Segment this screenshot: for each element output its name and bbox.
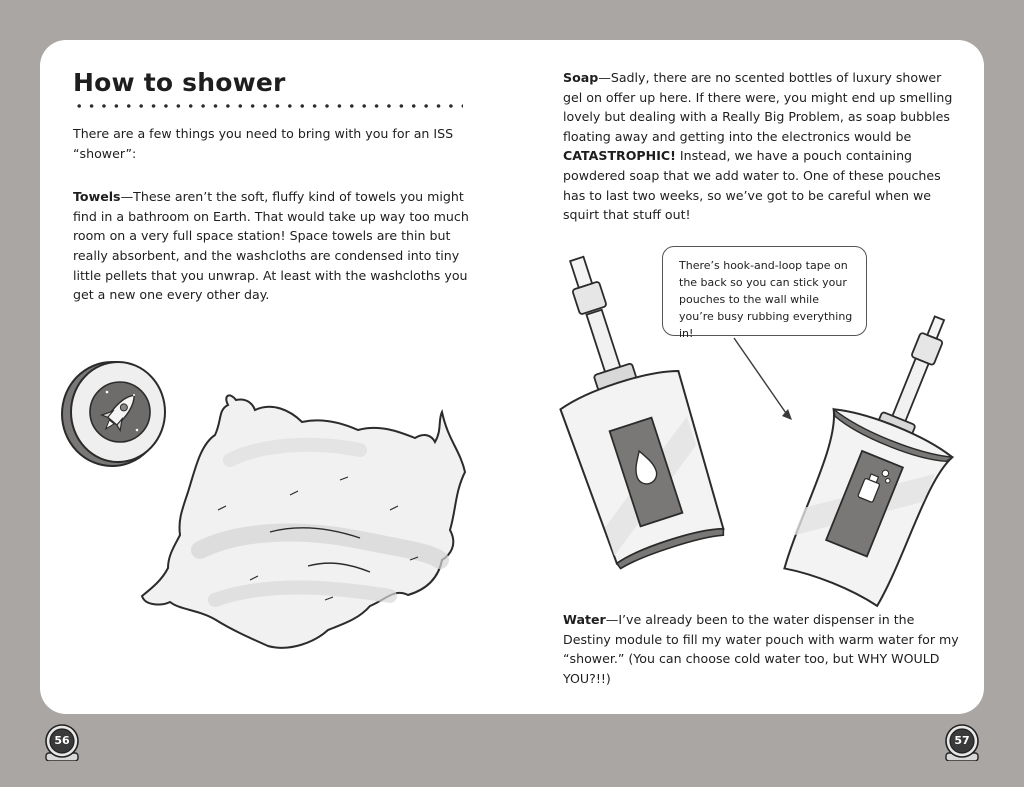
page-number-text: 57 xyxy=(954,734,970,747)
towels-paragraph xyxy=(73,187,473,305)
water-text: —I’ve already been to the water dispenser in the Destiny module to fill my water pouch with warm water for my “shower.” (You can choose cold water too, but WHY WOULD YOU?!!) xyxy=(563,612,959,686)
book-spread xyxy=(40,40,984,714)
towels-text: —These aren’t the soft, fluffy kind of towels you might find in a bathroom on Earth. That would take up way too much room on a very full space station! Space towels are thin but really absorbent, and the washcloths are condensed into tiny little pellets that you unwrap. At least with the washcloths you get a new one every other day. xyxy=(73,189,469,303)
speech-bubble xyxy=(662,246,867,340)
water-label: Water xyxy=(563,612,606,627)
washcloth-pellet xyxy=(62,362,165,466)
right-page xyxy=(563,68,958,225)
page-number-text: 56 xyxy=(54,734,70,747)
soap-paragraph xyxy=(563,68,958,225)
dotted-divider xyxy=(73,104,463,108)
page-title: How to shower xyxy=(73,68,286,97)
intro-paragraph: There are a few things you need to bring with you for an ISS “shower”: xyxy=(73,126,454,161)
soap-label: Soap xyxy=(563,70,599,85)
water-paragraph xyxy=(563,610,963,688)
soap-text-2: Instead, we have a pouch containing powdered soap that we add water to. One of these pouches has to last two weeks, so we’ve got to be careful when we squirt that stuff out! xyxy=(563,148,941,223)
left-page xyxy=(73,68,473,305)
soap-text-1: —Sadly, there are no scented bottles of luxury shower gel on offer up here. If there were, you might end up smelling lovely but dealing with a Really Big Problem, as soap bubbles floating away and getting into the electronics would be xyxy=(563,70,953,144)
pointer-arrow xyxy=(734,338,792,420)
space-towel xyxy=(142,395,465,647)
page-number-left xyxy=(43,723,81,761)
towels-label: Towels xyxy=(73,189,121,205)
bubble-text: There’s hook-and-loop tape on the back so you can stick your pouches to the wall while you’re busy rubbing everything in! xyxy=(679,259,853,340)
soap-emphasis: CATASTROPHIC! xyxy=(563,148,676,164)
page-number-right xyxy=(943,723,981,761)
